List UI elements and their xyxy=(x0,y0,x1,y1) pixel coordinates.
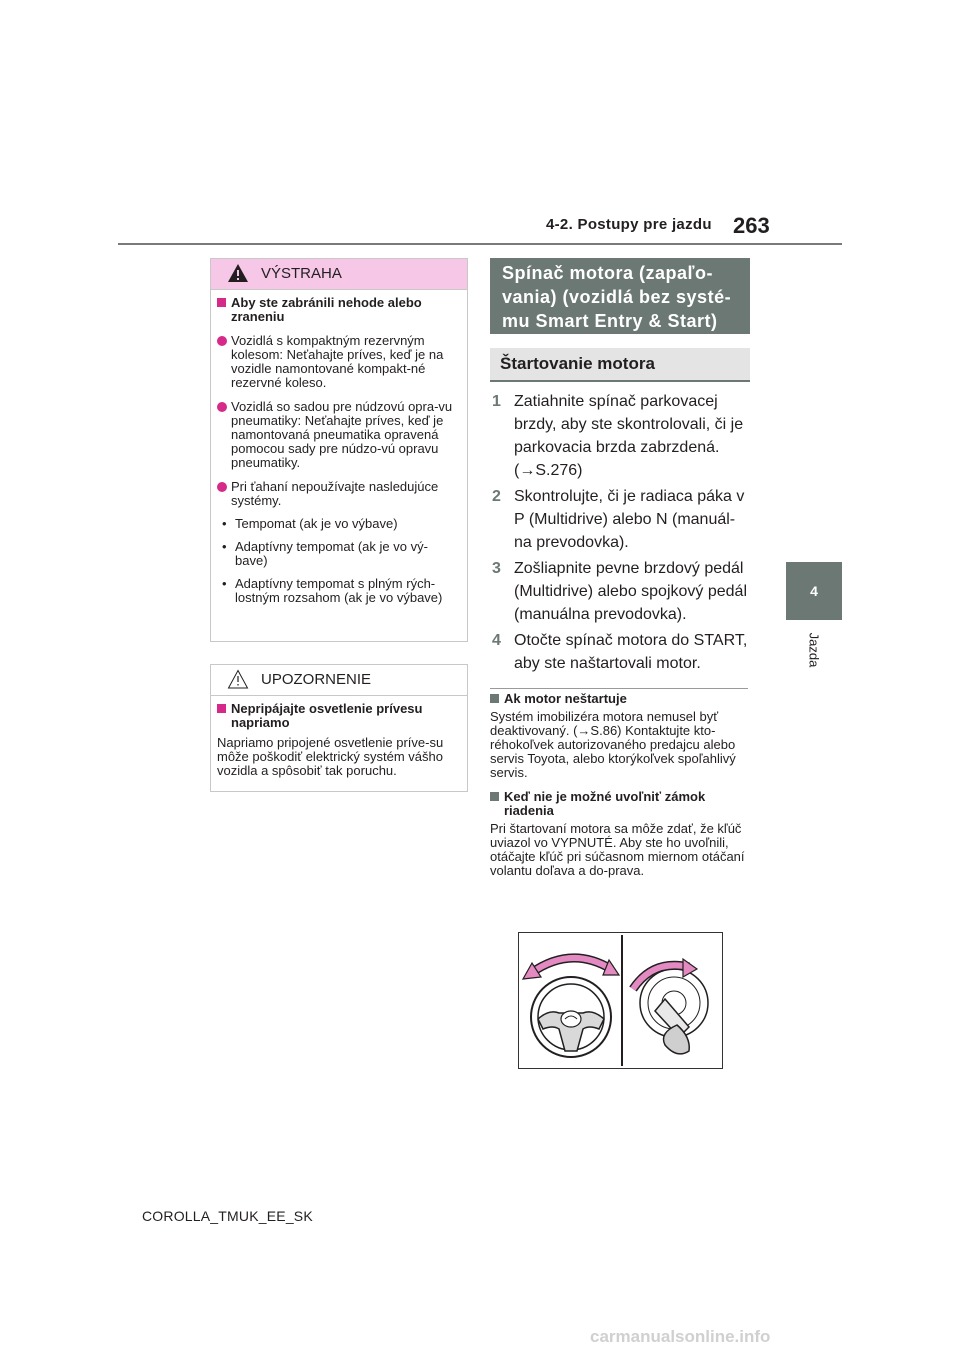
warning-bullet: • Adaptívny tempomat (ak je vo vý-bave) xyxy=(217,540,459,568)
warning-item: Pri ťahaní nepoužívajte nasledujúce systémy. xyxy=(217,480,459,508)
warning-item: Vozidlá so sadou pre núdzovú opra-vu pneumatiky: Neťahajte príves, keď je namontovaná pneumatika opravená pomocou sady pre núdzo-vú opravu pneumatiky. xyxy=(217,400,459,470)
step-number: 4 xyxy=(492,632,501,649)
chapter-title: Jazda xyxy=(806,632,822,668)
notes-divider xyxy=(490,688,748,689)
chapter-number: 4 xyxy=(810,583,818,599)
caution-heading: Nepripájajte osvetlenie prívesu napriamo xyxy=(217,702,459,730)
subsection-title: Štartovanie motora xyxy=(490,348,750,382)
rotate-arrow-icon xyxy=(523,958,619,979)
caution-triangle-icon xyxy=(227,669,249,689)
document-id: COROLLA_TMUK_EE_SK xyxy=(142,1208,313,1224)
chapter-tab xyxy=(786,562,842,620)
warning-title: VÝSTRAHA xyxy=(261,265,342,282)
caution-box xyxy=(210,664,468,792)
step-number: 1 xyxy=(492,393,501,410)
caution-header xyxy=(211,665,467,696)
step-item xyxy=(490,557,752,626)
warning-header xyxy=(211,259,467,290)
step-item xyxy=(490,485,752,554)
caution-text: Napriamo pripojené osvetlenie príve-su môže poškodiť elektrický systém vášho vozidla a spôsobiť tak poruchu. xyxy=(217,735,444,778)
steering-lock-illustration xyxy=(519,933,722,1068)
warning-heading: Aby ste zabránili nehode alebo zraneniu xyxy=(217,296,459,324)
note-heading: Keď nie je možné uvoľniť zámok riadenia xyxy=(490,790,748,818)
step-text: Skontrolujte, či je radiaca páka v P (Multidrive) alebo N (manuál-na prevodovka). xyxy=(514,488,745,551)
note-text: Systém imobilizéra motora nemusel byť deaktivovaný. (→S.86) Kontaktujte kto-réhokoľvek autorizovaného predajcu alebo servis Toyota, alebo ktorýkoľvek spoľahlivý servis. xyxy=(490,709,736,780)
notes xyxy=(490,691,748,888)
note-text: Pri štartovaní motora sa môže zdať, že kľúč uviazol vo VYPNUTÉ. Aby ste ho uvoľnili, otáčajte kľúč pri súčasnom miernom otáčaní volantu doľava a do-prava. xyxy=(490,821,745,878)
steering-wheel-icon xyxy=(531,977,611,1057)
warning-box xyxy=(210,258,468,642)
warning-bullet: • Tempomat (ak je vo výbave) xyxy=(217,517,459,531)
step-text: Zatiahnite spínač parkovacej brzdy, aby ste skontrolovali, či je parkovacia brzda zabrzdená. (→S.276) xyxy=(514,393,744,479)
warning-item: Vozidlá s kompaktným rezervným kolesom: Neťahajte príves, keď je na vozidle namontované kompakt-né rezervné koleso. xyxy=(217,334,459,390)
step-item xyxy=(490,629,752,675)
ignition-key-icon xyxy=(640,969,708,1054)
header-rule xyxy=(118,243,842,245)
warning-triangle-icon xyxy=(227,263,249,283)
step-list xyxy=(490,390,752,678)
step-number: 2 xyxy=(492,488,501,505)
warning-bullet: • Adaptívny tempomat s plným rých-lostným rozsahom (ak je vo výbave) xyxy=(217,577,459,605)
section-title: Spínač motora (zapaľo-vania) (vozidlá bez systé-mu Smart Entry & Start) xyxy=(490,258,750,334)
section-label: 4-2. Postupy pre jazdu xyxy=(546,216,712,233)
steering-key-illustration xyxy=(518,932,723,1069)
step-text: Otočte spínač motora do START, aby ste naštartovali motor. xyxy=(514,632,748,672)
step-number: 3 xyxy=(492,560,501,577)
chapter-label xyxy=(786,628,842,678)
note-heading: Ak motor neštartuje xyxy=(490,692,748,706)
step-item xyxy=(490,390,752,482)
watermark: carmanualsonline.info xyxy=(590,1327,771,1346)
page-number: 263 xyxy=(733,213,770,238)
step-text: Zošliapnite pevne brzdový pedál (Multidrive) alebo spojkový pedál (manuálna prevodovka). xyxy=(514,560,747,623)
caution-title: UPOZORNENIE xyxy=(261,671,372,688)
